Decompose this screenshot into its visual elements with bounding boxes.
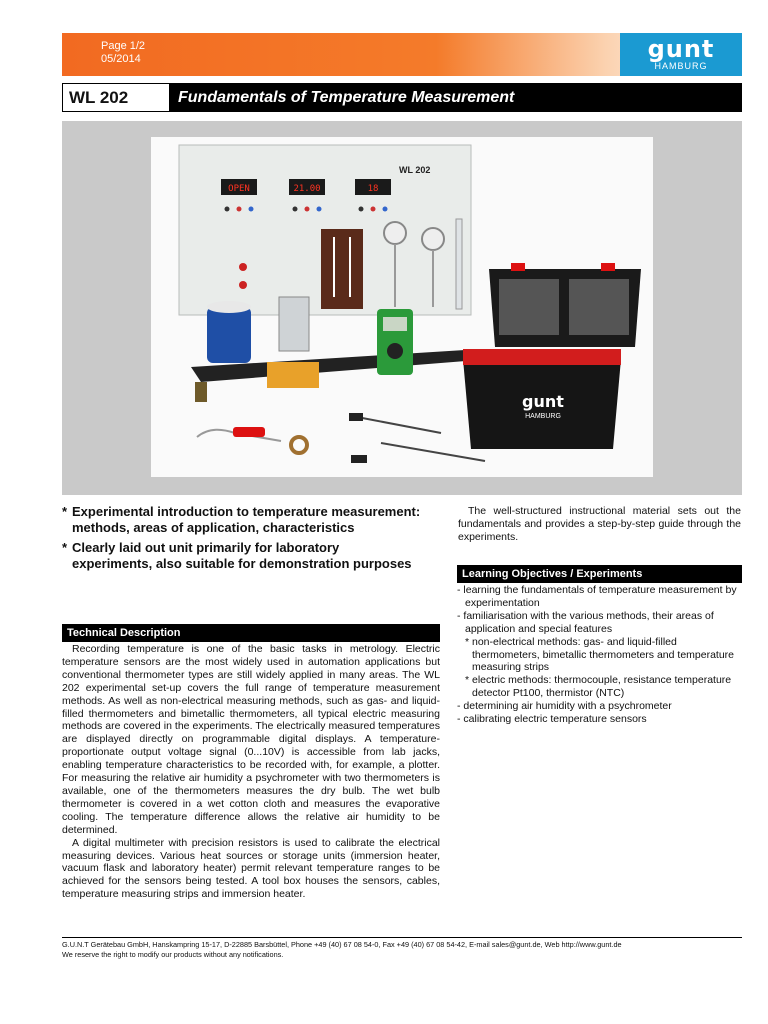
footer — [62, 940, 752, 960]
learning-objectives-heading: Learning Objectives / Experiments — [457, 565, 742, 583]
temperature-probe-2 — [381, 443, 485, 461]
objective-item: - calibrating electric temperature sensors — [457, 713, 647, 726]
psychrometer-board — [321, 229, 363, 309]
toolbox-sub: HAMBURG — [525, 413, 561, 420]
immersion-heater — [233, 427, 265, 437]
display-1-value: OPEN — [228, 184, 250, 194]
objective-item: - determining air humidity with a psychrometer — [457, 700, 672, 713]
beaker — [279, 297, 309, 351]
objective-subitem: * electric methods: thermocouple, resistance temperature detector Pt100, thermistor (NTC) — [465, 674, 732, 700]
table-leg — [195, 382, 207, 402]
footer-disclaimer: We reserve the right to modify our products without any notifications. — [62, 950, 284, 959]
objective-subitem: * non-electrical methods: gas- and liquid-filled thermometers, bimetallic thermometers and temperature measuring strips — [465, 635, 735, 674]
feature-text: Clearly laid out unit primarily for laboratory experiments, also suitable for demonstration purposes — [72, 540, 412, 571]
panel-code-label: WL 202 — [399, 165, 431, 175]
footer-divider — [62, 937, 742, 938]
feature-item: * Experimental introduction to temperature measurement: methods, areas of application, characteristics — [62, 504, 421, 535]
learning-objectives-list — [457, 584, 742, 726]
footer-contact: G.U.N.T Gerätebau GmbH, Hanskampring 15-17, D-22885 Barsbüttel, Phone +49 (40) 67 08 54-0, Fax +49 (40) 67 08 54-42, E-mail sales@gunt.de, Web http://www.gunt.de — [62, 940, 622, 949]
dial-thermometer-1 — [384, 222, 406, 244]
feature-text: Experimental introduction to temperature measurement: methods, areas of application, characteristics — [72, 504, 421, 535]
logo-subtitle: HAMBURG — [654, 61, 708, 71]
product-code: WL 202 — [63, 84, 169, 111]
product-photo — [151, 137, 653, 477]
dial-thermometer-2 — [422, 228, 444, 250]
display-2-value: 21.00 — [293, 184, 321, 194]
technical-description-heading: Technical Description — [62, 624, 440, 642]
liquid-thermometer — [456, 219, 462, 309]
product-title: Fundamentals of Temperature Measurement — [178, 89, 515, 106]
display-3-value: 18 — [367, 184, 379, 194]
technical-paragraph: Recording temperature is one of the basic tasks in metrology. Electric temperature sensors are the most widely used in automation applications but conventional thermometer types are still widely applied in many areas. The WL 202 experimental set-up covers the full range of temperature measurement methods. As well as non-electrical measuring methods, such as gas- and liquid-filled thermometers and bimetallic thermometers, all typical electric measuring methods are covered in the experiments. The electrically measured temperatures are displayed directly on programmable digital displays. A temperature-proportionate output voltage signal (0...10V) is accessible from lab jacks, enabling temperature characteristics to be recorded with, for example, a plotter. For measuring the relative air humidity a psychrometer with two thermometers is available, one of the thermometers measures the dry bulb. The wet bulb thermometer is covered in a wet cotton cloth and measures the evaporative cooling. The temperature difference allows the relative air humidity to be determined. — [62, 643, 440, 836]
laboratory-heater — [267, 362, 319, 388]
feature-item: * Clearly laid out unit primarily for laboratory experiments, also suitable for demonstration purposes — [62, 540, 422, 571]
technical-description-body — [62, 643, 440, 901]
product-illustration — [151, 137, 653, 477]
instructional-material-text: The well-structured instructional material sets out the fundamentals and provides a step-by-step guide through the experiments. — [458, 505, 741, 543]
toolbox-brand: gunt — [522, 392, 564, 411]
page-date: 05/2014 — [101, 53, 141, 65]
page-info — [101, 40, 145, 66]
vacuum-flask — [207, 307, 251, 363]
feature-list — [62, 504, 422, 576]
objective-item: - familiarisation with the various methods, their areas of application and special features — [457, 609, 714, 635]
objective-item: - learning the fundamentals of temperature measurement by experimentation — [457, 584, 737, 609]
temperature-probe-1 — [357, 417, 441, 433]
gunt-logo — [620, 33, 742, 76]
technical-paragraph: A digital multimeter with precision resistors is used to calibrate the electrical measuring devices. Various heat sources or storage units (immersion heater, vacuum flask and laboratory heater) permit relevant temperature ranges to be achieved for the sensors being tested. A tool box houses the sensors, cables, temperature measuring strips and immersion heater. — [62, 836, 440, 901]
logo-wordmark: gunt — [647, 35, 715, 63]
page-number: Page 1/2 — [101, 40, 146, 52]
